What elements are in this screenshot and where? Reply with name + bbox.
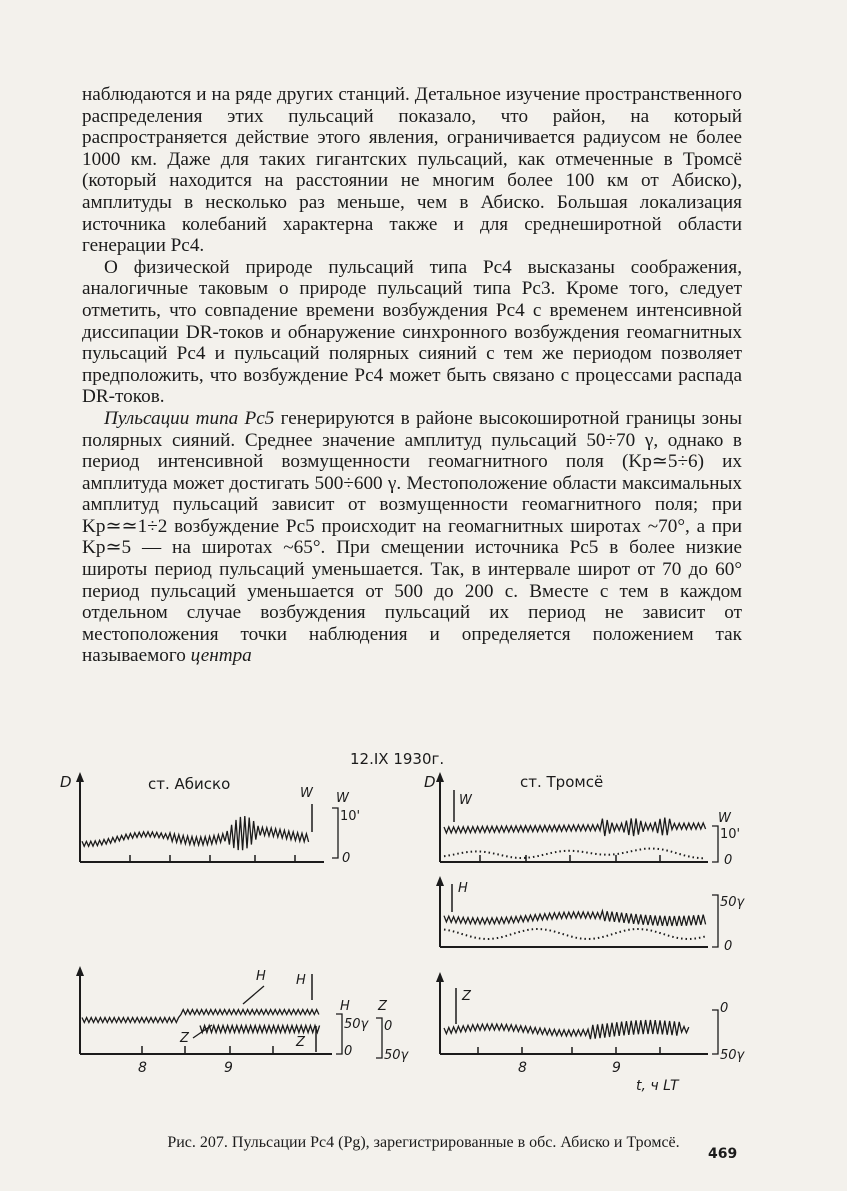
paragraph-3-end: центра (190, 645, 252, 667)
tromso-h-scale-0: 0 (724, 939, 733, 954)
abisko-z-scale-bracket (376, 1018, 382, 1058)
paragraph-3-body: генерируются в районе высокоширотной границы зоны полярных сияний. Среднее значение амплитуд пульсаций 50÷70 γ, однако в период интенсивной возмущенности геомагнитного поля (Kp≃5÷6) их амплитуда может достигать 500÷600 γ. Местоположение области максимальных амплитуд пульсаций зависит от возмущенности геомагнитного поля; при Kp≃≃1÷2 возбуждение Pc5 происходит на геомагнитных широтах ~70°, а при Kp≃5 — на широтах ~65°. При смещении источника Pc5 в более низкие широты период пульсаций уменьшается. Так, в интервале широт от 70 до 60° период пульсаций уменьшается от 500 до 200 с. Вместе с тем в каждом отдельном случае возбуждения пульсаций их период не зависит от местоположения точки наблюдения и определяется положением так называемого (82, 407, 742, 667)
abisko-h-trace (82, 1010, 319, 1023)
abisko-station-label: ст. Абиско (148, 775, 231, 793)
abisko-h-label: H (256, 969, 266, 984)
paragraph-3 (82, 408, 742, 667)
paragraph-1: наблюдаются и на ряде других станций. Детальное изучение пространственного распределения этих пульсаций показало, что район, на который распространяется действие этого явления, ограничивается радиусом не более 1000 км. Даже для таких гигантских пульсаций, как отмеченные в Тромсё (который находится на расстоянии не многим более 100 км от Абиско), амплитуды в несколько раз меньше, чем в Абиско. Большая локализация источника колебаний характерна также и для среднеширотной области генерации Pc4. (82, 84, 742, 257)
tromso-z-scale-bracket (712, 1010, 718, 1054)
abisko-hz-panel (76, 966, 410, 1076)
tromso-z-trace (444, 1020, 689, 1039)
magnetogram-figure (60, 742, 780, 1102)
abisko-z-marker-label: Z (296, 1035, 305, 1050)
abisko-d-axis-arrow (76, 772, 84, 782)
tromso-tick-8: 8 (518, 1060, 527, 1076)
abisko-h-scale-0: 0 (344, 1044, 353, 1059)
tromso-z-scale-0: 0 (720, 1001, 729, 1016)
abisko-scale-bracket (332, 808, 338, 858)
tromso-h-panel (436, 876, 746, 954)
abisko-d-panel (60, 772, 360, 866)
tromso-z-scale-50: 50γ (720, 1048, 745, 1063)
tromso-h-scale-50: 50γ (720, 895, 745, 910)
abisko-w-label: W (300, 786, 313, 801)
abisko-h-scale-label: H (340, 999, 350, 1014)
tromso-z-ticks (478, 1047, 660, 1054)
tromso-d-axis-label: D (424, 773, 436, 791)
abisko-d-axis-label: D (60, 773, 72, 791)
page-number: 469 (708, 1146, 738, 1162)
abisko-scale-w: W (336, 791, 349, 806)
tromso-scale-10: 10' (720, 827, 741, 842)
tromso-h-dotted-trace (444, 929, 705, 939)
paragraph-2: О физической природе пульсаций типа Pc4 высказаны соображения, аналогичные таковым о природе пульсаций типа Pc3. Кроме того, следует отметить, что совпадение времени возбуждения Pc4 с временем интенсивной диссипации DR-токов и обнаружение синхронного возбуждения геомагнитных пульсаций Pc4 и пульсаций полярных сияний с тем же периодом позволяет предположить, что возбуждение Pc4 может быть связано с процессами распада DR-токов. (82, 256, 742, 408)
abisko-z-label: Z (180, 1031, 189, 1046)
tromso-h-label: H (458, 881, 468, 896)
tromso-d-panel (424, 772, 740, 868)
pc5-heading: Пульсации типа Pc5 (104, 407, 275, 429)
tromso-h-trace (444, 911, 706, 926)
tromso-scale-w: W (718, 811, 731, 826)
abisko-tick-9: 9 (224, 1060, 233, 1076)
abisko-h-scale-bracket (336, 1014, 342, 1054)
abisko-z-pointer (193, 1025, 212, 1038)
figure-caption: Рис. 207. Пульсации Pc4 (Pg), зарегистрированные в обс. Абиско и Тромсё. (167, 1134, 680, 1151)
abisko-hz-ticks (142, 1046, 273, 1054)
tromso-tick-9: 9 (612, 1060, 621, 1076)
abisko-z-scale-50: 50γ (384, 1048, 409, 1063)
abisko-scale-10: 10' (340, 809, 361, 824)
tromso-d-dotted-trace (444, 849, 705, 859)
tromso-station-label: ст. Тромсё (520, 773, 604, 791)
tromso-d-scale-bracket (712, 826, 718, 862)
abisko-d-ticks (130, 855, 295, 862)
abisko-d-trace (82, 816, 309, 850)
abisko-z-scale-0: 0 (384, 1019, 393, 1034)
abisko-z-scale-label: Z (378, 999, 387, 1014)
figure-207 (60, 742, 780, 1102)
tromso-d-scale-0: 0 (724, 853, 733, 868)
abisko-h-scale-50: 50γ (344, 1017, 369, 1032)
abisko-scale-0: 0 (342, 851, 351, 866)
abisko-hz-axis-arrow (76, 966, 84, 976)
tromso-z-axis-arrow (436, 972, 444, 982)
abisko-z-trace (200, 1026, 320, 1033)
abisko-h-pointer (243, 986, 264, 1004)
tromso-z-label: Z (462, 989, 471, 1004)
tromso-d-axis-arrow (436, 772, 444, 782)
abisko-h-marker-label: H (296, 973, 306, 988)
body-text (82, 84, 742, 667)
tromso-d-trace (444, 818, 706, 837)
abisko-tick-8: 8 (138, 1060, 147, 1076)
tromso-h-scale-bracket (712, 895, 718, 947)
tromso-h-axis-arrow (436, 876, 444, 886)
tromso-w-label: W (459, 793, 472, 808)
time-axis-label: t, ч LT (636, 1078, 679, 1094)
figure-date: 12.IX 1930г. (350, 750, 445, 768)
tromso-z-panel (436, 972, 746, 1094)
